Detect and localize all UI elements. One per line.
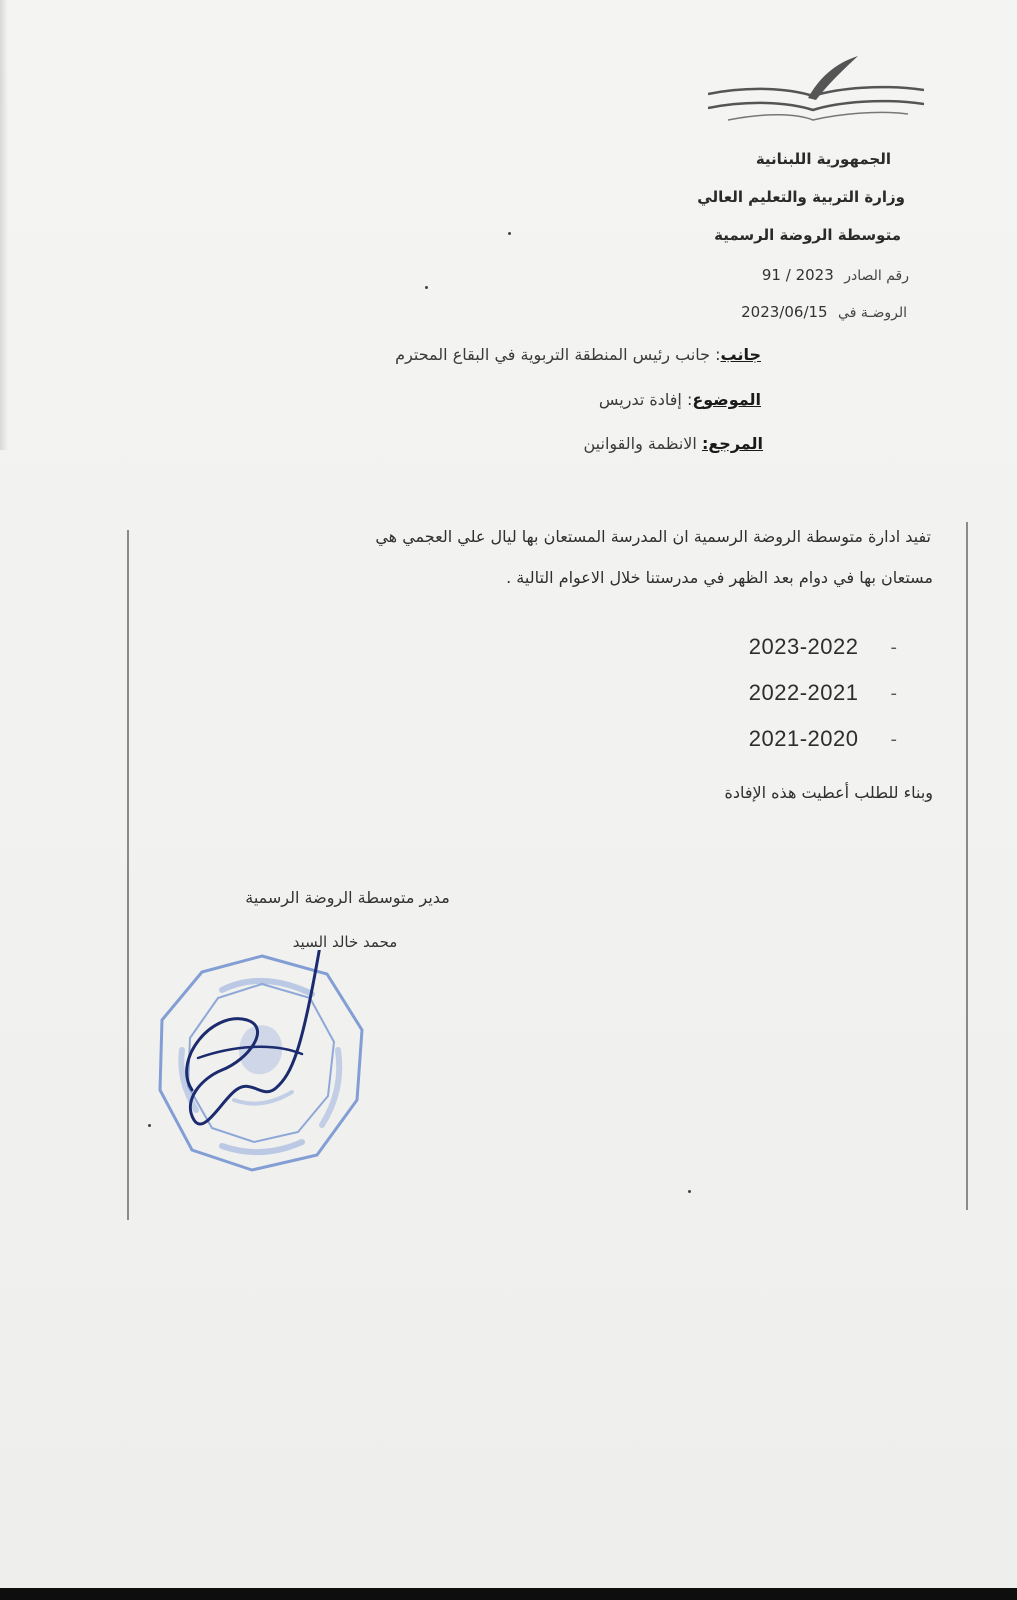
date-value: 2023/06/15 xyxy=(741,303,828,321)
date-line xyxy=(741,303,907,321)
page-edge-shadow xyxy=(0,0,8,450)
addressee-value: : جانب رئيس المنطقة التربوية في البقاع المحترم xyxy=(395,345,721,364)
body-line-1: تفيد ادارة متوسطة الروضة الرسمية ان المدرسة المستعان بها ليال علي العجمي هي xyxy=(375,527,931,546)
list-bullet: - xyxy=(890,682,897,704)
subject-line xyxy=(599,390,761,409)
year-value: 2023-2022 xyxy=(748,634,859,659)
official-stamp-icon xyxy=(152,950,372,1175)
ministry-heading: وزارة التربية والتعليم العالي xyxy=(697,188,905,206)
right-margin-rule xyxy=(966,522,968,1210)
list-bullet: - xyxy=(890,636,897,658)
years-list xyxy=(749,624,897,762)
addressee-line xyxy=(395,345,761,364)
reference-law-line xyxy=(584,434,764,453)
screen-bottom-bar xyxy=(0,1588,1017,1600)
paper-speck xyxy=(688,1190,691,1193)
list-bullet: - xyxy=(890,728,897,750)
reference-law-value: الانظمة والقوانين xyxy=(583,434,702,453)
subject-key: الموضوع xyxy=(692,390,761,409)
paper-speck xyxy=(148,1124,151,1127)
year-value: 2022-2021 xyxy=(748,680,859,705)
year-value: 2021-2020 xyxy=(748,726,859,751)
reference-law-key: المرجع: xyxy=(701,434,763,453)
paper-speck xyxy=(508,232,511,235)
ministry-logo xyxy=(708,50,924,130)
reference-number: 2023 / 91 xyxy=(761,266,834,284)
list-item xyxy=(749,716,897,762)
left-margin-rule xyxy=(127,530,129,1220)
subject-value: : إفادة تدريس xyxy=(598,390,693,409)
list-item xyxy=(749,624,897,670)
body-line-2: مستعان بها في دوام بعد الظهر في مدرستنا خلال الاعوام التالية . xyxy=(506,568,933,587)
list-item xyxy=(749,670,897,716)
paper-speck xyxy=(425,286,428,289)
signatory-name: محمد خالد السيد xyxy=(292,933,398,951)
signatory-title: مدير متوسطة الروضة الرسمية xyxy=(245,888,450,907)
date-label: الروضـة في xyxy=(838,305,907,321)
closing-line: وبناء للطلب أعطيت هذه الإفادة xyxy=(724,783,933,802)
reference-label: رقم الصادر xyxy=(844,268,909,284)
addressee-key: جانب xyxy=(720,345,761,364)
republic-heading: الجمهورية اللبنانية xyxy=(755,150,891,168)
reference-line xyxy=(762,266,909,284)
school-heading: متوسطة الروضة الرسمية xyxy=(714,226,901,244)
